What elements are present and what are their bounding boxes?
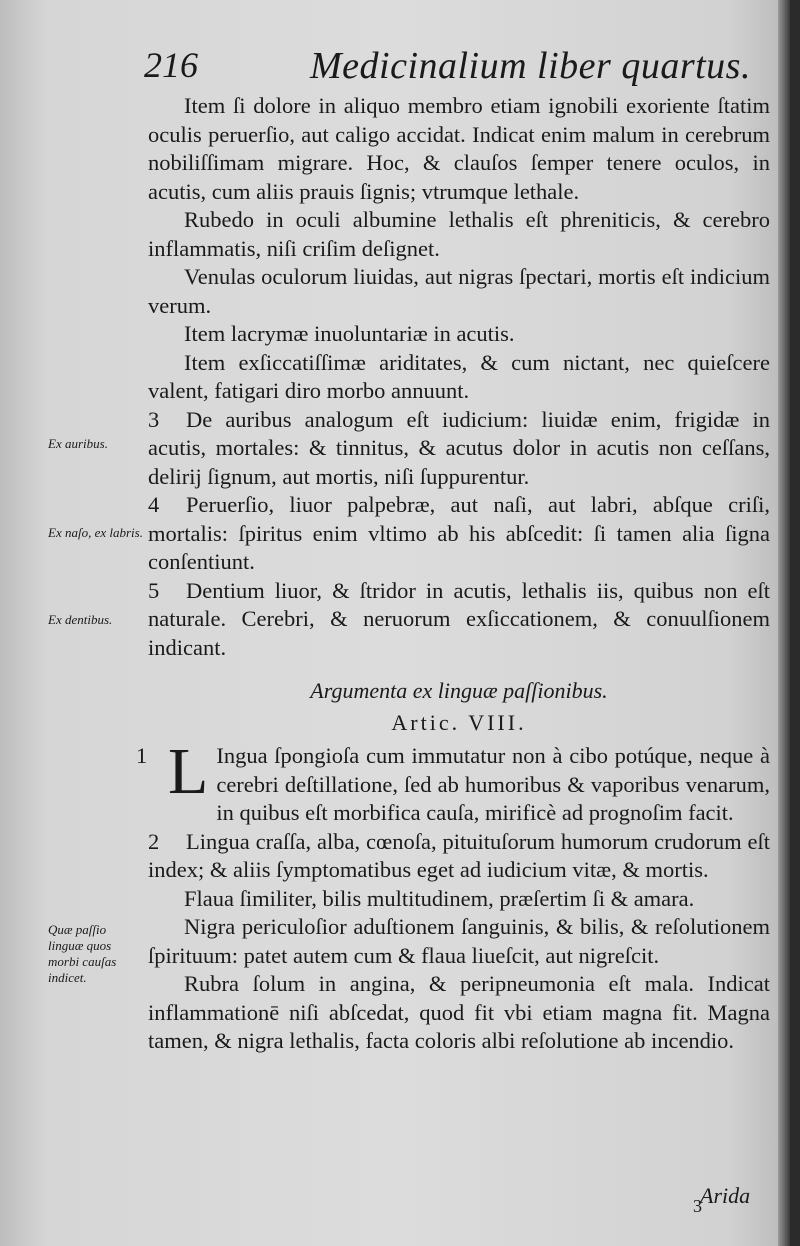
paragraph-number: 4 <box>148 492 160 517</box>
paragraph <box>148 577 770 663</box>
paragraph-number: 3 <box>148 406 160 432</box>
paragraph <box>148 320 770 349</box>
paragraph-text: Lingua craſſa, alba, cœnoſa, pituituſorum humorum crudorum eſt index; & aliis ſymptomatibus eget ad iudicium vitæ, & mortis. <box>148 828 770 882</box>
paragraph-number: 1 <box>136 743 148 768</box>
page-edge-shadow <box>778 0 790 1246</box>
paragraph-text: Nigra periculoſior aduſtionem ſanguinis, & bilis, & reſolutionem ſpirituum: patet autem cum & flaua liueſcit, aut nigreſcit. <box>148 914 770 968</box>
paragraph-text: Flaua ſimiliter, bilis multitudinem, præſertim ſi & amara. <box>184 885 695 911</box>
paragraph <box>136 735 770 828</box>
paragraph-number: 5 <box>148 577 160 603</box>
paragraph-text: Item exſiccatiſſimæ ariditates, & cum nictant, nec quieſcere valent, fatigari diro morbo annuunt. <box>148 349 770 403</box>
paragraph <box>148 828 770 885</box>
paragraph-text: Peruerſio, liuor palpebræ, aut naſi, aut labri, abſque criſi, mortalis: ſpiritus enim vltimo ab his abſcedit: ſi tamen alia ſigna conſentiunt. <box>148 492 770 574</box>
paragraph-text: Ingua ſpongioſa cum immutatur non à cibo potúque, neque à cerebri deſtillatione, ſed ab humoribus & vaporibus venarum, in quibus eſt morbifica cauſa, mirificè ad prognoſim facit. <box>216 743 770 825</box>
page-header <box>140 42 760 88</box>
paragraph-text: Rubedo in oculi albumine lethalis eſt phreniticis, & cerebro inflammatis, niſi criſim deſignet. <box>148 207 770 261</box>
paragraph-text: Item ſi dolore in aliquo membro etiam ignobili exoriente ſtatim oculis peruerſio, aut caligo accidat. Indicat enim malum in cerebrum nobiliſſimam migrare. Hoc, & clauſos ſemper tenere oculos, in acutis, cum aliis prauis ſignis; vtrumque lethale. <box>148 93 770 204</box>
running-title: Medicinalium liber quartus. <box>310 45 751 87</box>
margin-note-naso: Ex naſo, ex labris. <box>48 525 143 540</box>
margin-note-lingua: Quæ paſſio linguæ quos morbi cauſas indicet. <box>48 922 117 985</box>
margin-note-auribus: Ex auribus. <box>48 436 108 451</box>
paragraph <box>148 885 770 914</box>
paragraph-number: 2 <box>148 828 160 854</box>
margin-note-dentibus: Ex dentibus. <box>48 612 113 627</box>
paragraph <box>148 92 770 206</box>
main-text <box>136 92 770 1056</box>
catchword: Arida <box>700 1183 751 1208</box>
paragraph <box>148 970 770 1056</box>
paragraph-text: Rubra ſolum in angina, & peripneumonia eſt mala. Indicat inflammationē niſi abſcedat, quod fit vbi etiam magna fit. Magna tamen, & nigra lethalis, facta coloris albi reſolutione ab incendio. <box>148 971 770 1053</box>
paragraph-text: Venulas oculorum liuidas, aut nigras ſpectari, mortis eſt indicium verum. <box>148 264 770 318</box>
paragraph-text: Dentium liuor, & ſtridor in acutis, lethalis iis, quibus non eſt naturale. Cerebri, & neruorum exſiccationem, & conuulſionem indicant. <box>148 577 770 660</box>
paragraph <box>148 491 770 577</box>
page-number: 216 <box>144 45 198 85</box>
signature-mark: 3 <box>693 1196 702 1216</box>
paragraph <box>148 406 770 492</box>
article-heading: Artic. VIII. <box>391 710 527 735</box>
drop-cap: L <box>168 735 209 808</box>
paragraph <box>148 913 770 970</box>
paragraph-text: Item lacrymæ inuoluntariæ in acutis. <box>184 321 515 346</box>
paragraph-text: De auribus analogum eſt iudicium: liuidæ enim, frigidæ in acutis, mortales: & tinnitus, & acutus dolor in acutis non ceſſans, delirij ſignum, aut mortis, niſi ſuppurentur. <box>148 406 770 489</box>
section-heading: Argumenta ex linguæ paſſionibus. <box>310 678 608 703</box>
paragraph <box>148 263 770 320</box>
paragraph <box>148 206 770 263</box>
paragraph <box>148 349 770 406</box>
